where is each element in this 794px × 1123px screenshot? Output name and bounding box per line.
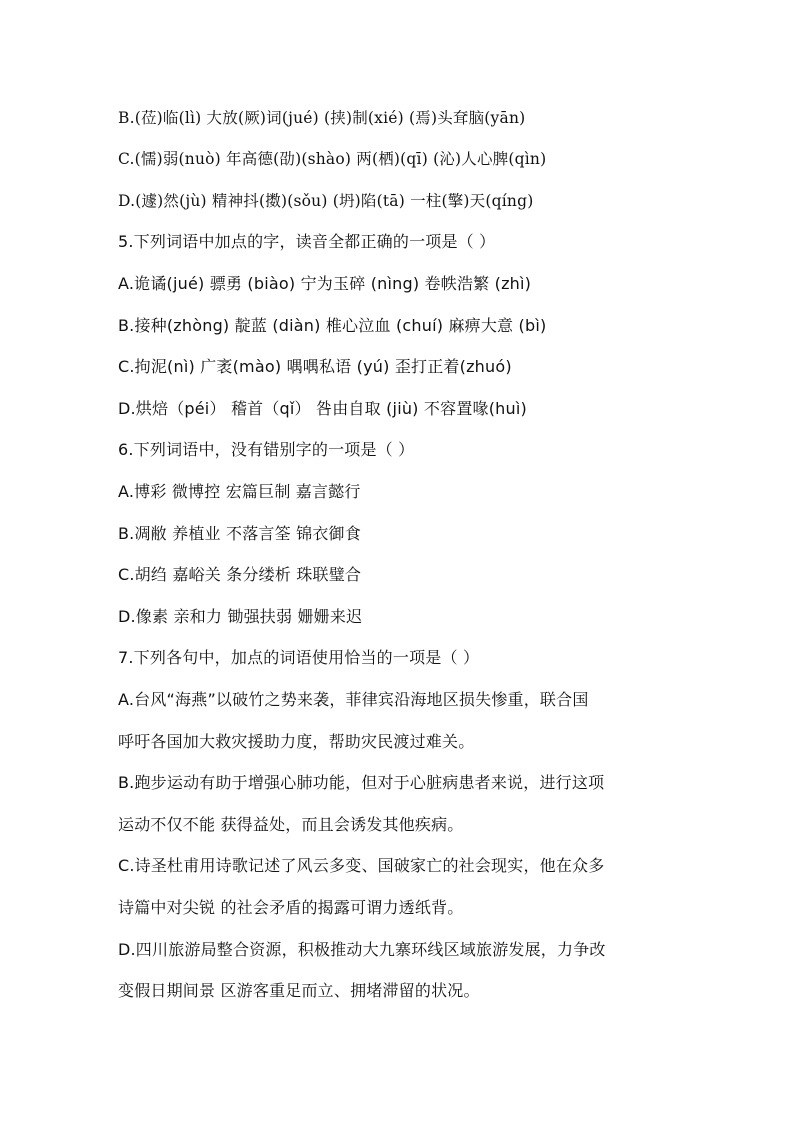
- question-5-option-a: A.诡谲(jué) 骠勇 (biào) 宁为玉碎 (nìng) 卷帙浩繁 (zhì): [118, 274, 532, 293]
- question-5-option-c: C.拘泥(nì) 广袤(mào) 喁喁私语 (yú) 歪打正着(zhuó): [118, 357, 512, 376]
- question-7-option-b-line-1: B.跑步运动有助于增强心肺功能，但对于心脏病患者来说，进行这项: [118, 773, 605, 792]
- question-6-option-a: A.博彩 微博控 宏篇巨制 嘉言懿行: [118, 482, 361, 501]
- question-6-option-d: D.像素 亲和力 锄强扶弱 姗姗来迟: [118, 607, 363, 626]
- question-5-option-d: D.烘焙（péi） 稽首（qǐ） 咎由自取 (jiù) 不容置喙(huì): [118, 399, 527, 418]
- question-5-title: 5.下列词语中加点的字，读音全都正确的一项是（ ）: [118, 232, 496, 251]
- question-7-title: 7.下列各句中，加点的词语使用恰当的一项是（ ）: [118, 648, 480, 667]
- question-7-option-b-line-2: 运动不仅不能 获得益处，而且会诱发其他疾病。: [118, 815, 464, 834]
- option-d-pinyin-line: D.(遽)然(jù) 精神抖(擞)(sǒu) (坍)陷(tā) 一柱(擎)天(qíng): [118, 192, 534, 210]
- question-7-option-a-line-1: A.台风“海燕”以破竹之势来袭，菲律宾沿海地区损失惨重，联合国: [118, 690, 589, 709]
- question-5-option-b: B.接种(zhòng) 靛蓝 (diàn) 椎心泣血 (chuí) 麻痹大意 (bì): [118, 316, 547, 335]
- option-c-pinyin-line: C.(懦)弱(nuò) 年高德(劭)(shào) 两(栖)(qī) (沁)人心脾(qìn): [118, 150, 547, 168]
- question-7-option-c-line-1: C.诗圣杜甫用诗歌记述了风云多变、国破家亡的社会现实，他在众多: [118, 856, 605, 875]
- option-b-pinyin-line: B.(莅)临(lì) 大放(厥)词(jué) (挟)制(xié) (焉)头耷脑(yān): [118, 109, 526, 127]
- question-7-option-a-line-2: 呼吁各国加大救灾援助力度，帮助灾民渡过难关。: [118, 732, 475, 751]
- question-7-option-d-line-1: D.四川旅游局整合资源，积极推动大九寨环线区域旅游发展，力争改: [118, 940, 606, 959]
- question-6-title: 6.下列词语中，没有错别字的一项是（ ）: [118, 440, 415, 459]
- question-6-option-b: B.凋敝 养植业 不落言筌 锦衣御食: [118, 524, 361, 543]
- question-7-option-c-line-2: 诗篇中对尖锐 的社会矛盾的揭露可谓力透纸背。: [118, 898, 464, 917]
- question-6-option-c: C.胡绉 嘉峪关 条分缕析 珠联璧合: [118, 565, 362, 584]
- question-7-option-d-line-2: 变假日期间景 区游客重足而立、拥堵滞留的状况。: [118, 981, 480, 1000]
